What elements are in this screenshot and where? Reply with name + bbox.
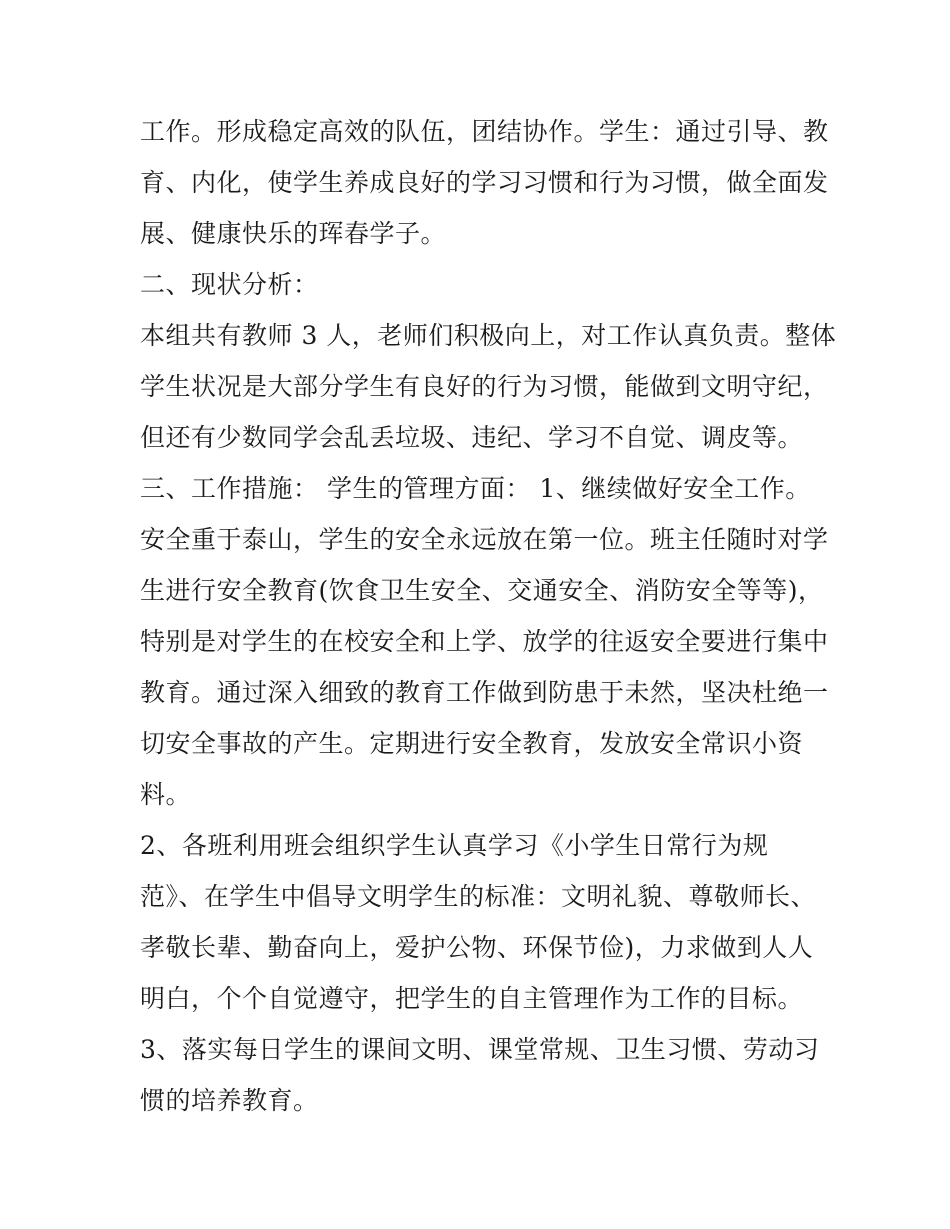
text-line-13: 切安全事故的产生。定期进行安全教育，发放安全常识小资 [140, 729, 804, 758]
section-heading-work-measures: 三、工作措施： 学生的管理方面： 1、继续做好安全工作。 [140, 474, 811, 503]
text-line-5: 本组共有教师 3 人，老师们积极向上，对工作认真负责。整体 [140, 321, 837, 350]
text-line-7: 但还有少数同学会乱丢垃圾、违纪、学习不自觉、调皮等。 [140, 423, 804, 452]
text-line-12: 教育。通过深入细致的教育工作做到防患于未然，坚决杜绝一 [140, 678, 829, 707]
section-heading-status-analysis: 二、现状分析： [140, 270, 319, 299]
text-line-6: 学生状况是大部分学生有良好的行为习惯，能做到文明守纪， [140, 372, 829, 401]
list-item-2: 2、各班利用班会组织学生认真学习《小学生日常行为规 [140, 831, 769, 860]
text-line-14: 料。 [140, 780, 192, 809]
text-line-11: 特别是对学生的在校安全和上学、放学的往返安全要进行集中 [140, 627, 829, 656]
text-line-20: 惯的培养教育。 [140, 1086, 319, 1115]
text-line-1: 工作。形成稳定高效的队伍，团结协作。学生：通过引导、教 [140, 117, 829, 146]
document-body [140, 106, 837, 1126]
list-item-3: 3、落实每日学生的课间文明、课堂常规、卫生习惯、劳动习 [140, 1035, 820, 1064]
text-line-3: 展、健康快乐的珲春学子。 [140, 219, 447, 248]
text-line-17: 孝敬长辈、勤奋向上，爱护公物、环保节俭)，力求做到人人 [140, 933, 814, 962]
text-line-10: 生进行安全教育(饮食卫生安全、交通安全、消防安全等等)， [140, 576, 824, 605]
text-line-2: 育、内化，使学生养成良好的学习习惯和行为习惯，做全面发 [140, 168, 829, 197]
text-line-9: 安全重于泰山，学生的安全永远放在第一位。班主任随时对学 [140, 525, 829, 554]
text-line-16: 范》、在学生中倡导文明学生的标准：文明礼貌、尊敬师长、 [140, 882, 817, 911]
text-line-18: 明白，个个自觉遵守，把学生的自主管理作为工作的目标。 [140, 984, 804, 1013]
